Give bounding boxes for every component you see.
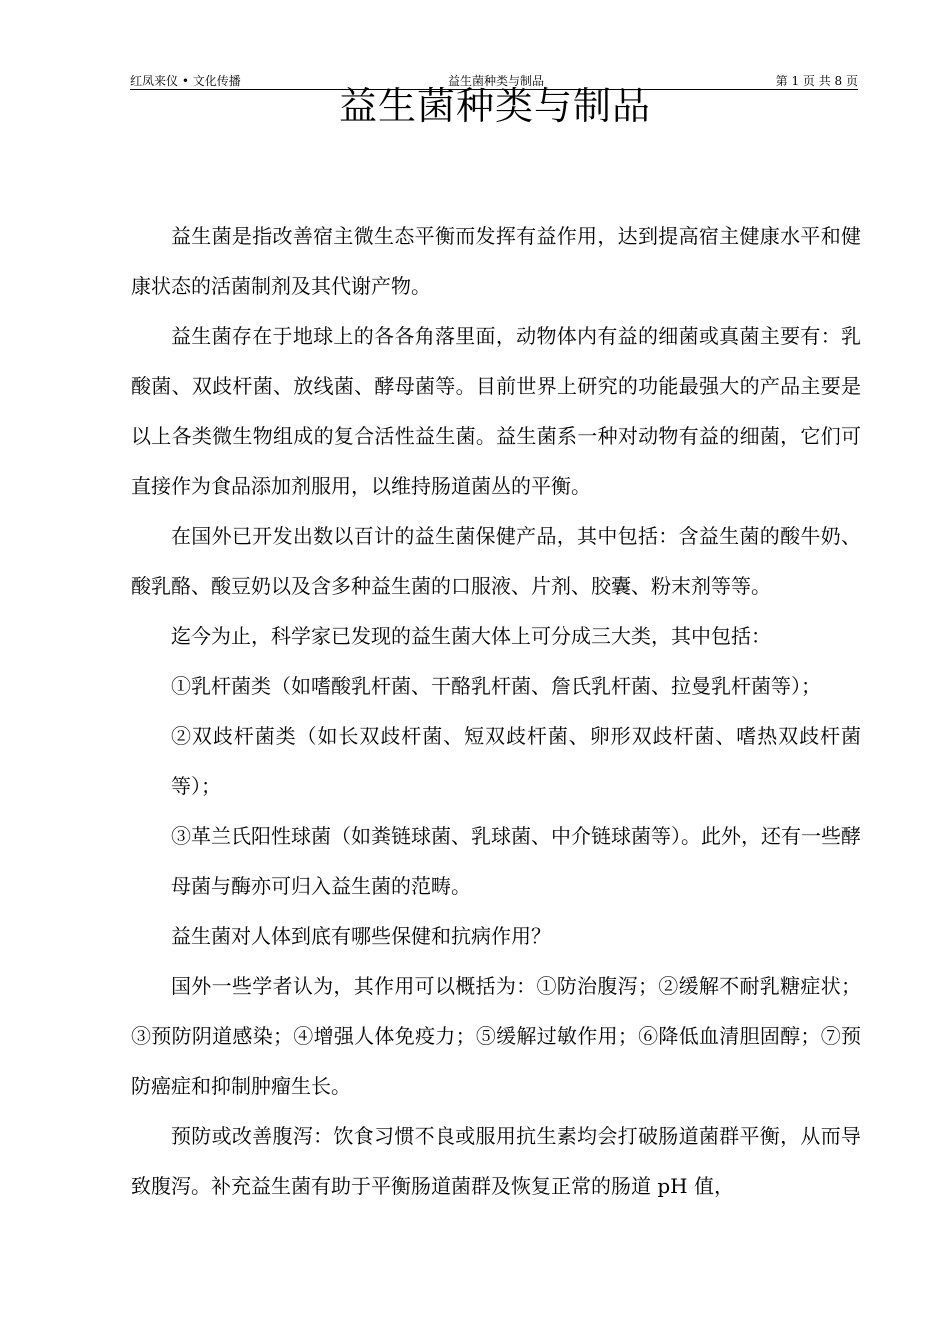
- header-left-text: 红凤来仪 • 文化传播: [130, 74, 241, 88]
- paragraph-products: 在国外已开发出数以百计的益生菌保健产品，其中包括：含益生菌的酸牛奶、酸乳酪、酸豆奶以及含多种益生菌的口服液、片剂、胶囊、粉末剂等等。: [131, 524, 861, 598]
- paragraph-categories-intro: 迄今为止，科学家已发现的益生菌大体上可分成三大类，其中包括：: [171, 624, 771, 648]
- header-center-text: 益生菌种类与制品: [448, 74, 545, 88]
- header-page-number: 第 1 页 共 8 页: [775, 74, 858, 88]
- paragraph-functions: 国外一些学者认为，其作用可以概括为：①防治腹泻；②缓解不耐乳糖症状；③预防阴道感染；④增强人体免疫力；⑤缓解过敏作用；⑥降低血清胆固醇；⑦预防癌症和抑制肿瘤生长。: [131, 974, 861, 1098]
- list-item-bifidobacterium: ②双歧杆菌类（如长双歧杆菌、短双歧杆菌、卵形双歧杆菌、嗜热双歧杆菌等）；: [171, 724, 861, 798]
- document-title: 益生菌种类与制品: [338, 84, 651, 128]
- document-body: [131, 211, 861, 1211]
- list-item-gram-positive-cocci: ③革兰氏阳性球菌（如粪链球菌、乳球菌、中介链球菌等）。此外，还有一些酵母菌与酶亦可归入益生菌的范畴。: [171, 824, 861, 898]
- paragraph-question: 益生菌对人体到底有哪些保健和抗病作用？: [171, 924, 551, 948]
- paragraph-diarrhea: 预防或改善腹泻：饮食习惯不良或服用抗生素均会打破肠道菌群平衡，从而导致腹泻。补充益生菌有助于平衡肠道菌群及恢复正常的肠道 pH 值，: [131, 1124, 861, 1198]
- list-item-lactobacillus: ①乳杆菌类（如嗜酸乳杆菌、干酪乳杆菌、詹氏乳杆菌、拉曼乳杆菌等）；: [171, 674, 821, 698]
- paragraph-distribution: 益生菌存在于地球上的各各角落里面，动物体内有益的细菌或真菌主要有：乳酸菌、双歧杆菌、放线菌、酵母菌等。目前世界上研究的功能最强大的产品主要是以上各类微生物组成的复合活性益生菌。益生菌系一种对动物有益的细菌，它们可直接作为食品添加剂服用，以维持肠道菌丛的平衡。: [131, 324, 861, 498]
- paragraph-definition: 益生菌是指改善宿主微生态平衡而发挥有益作用，达到提高宿主健康水平和健康状态的活菌制剂及其代谢产物。: [131, 224, 861, 298]
